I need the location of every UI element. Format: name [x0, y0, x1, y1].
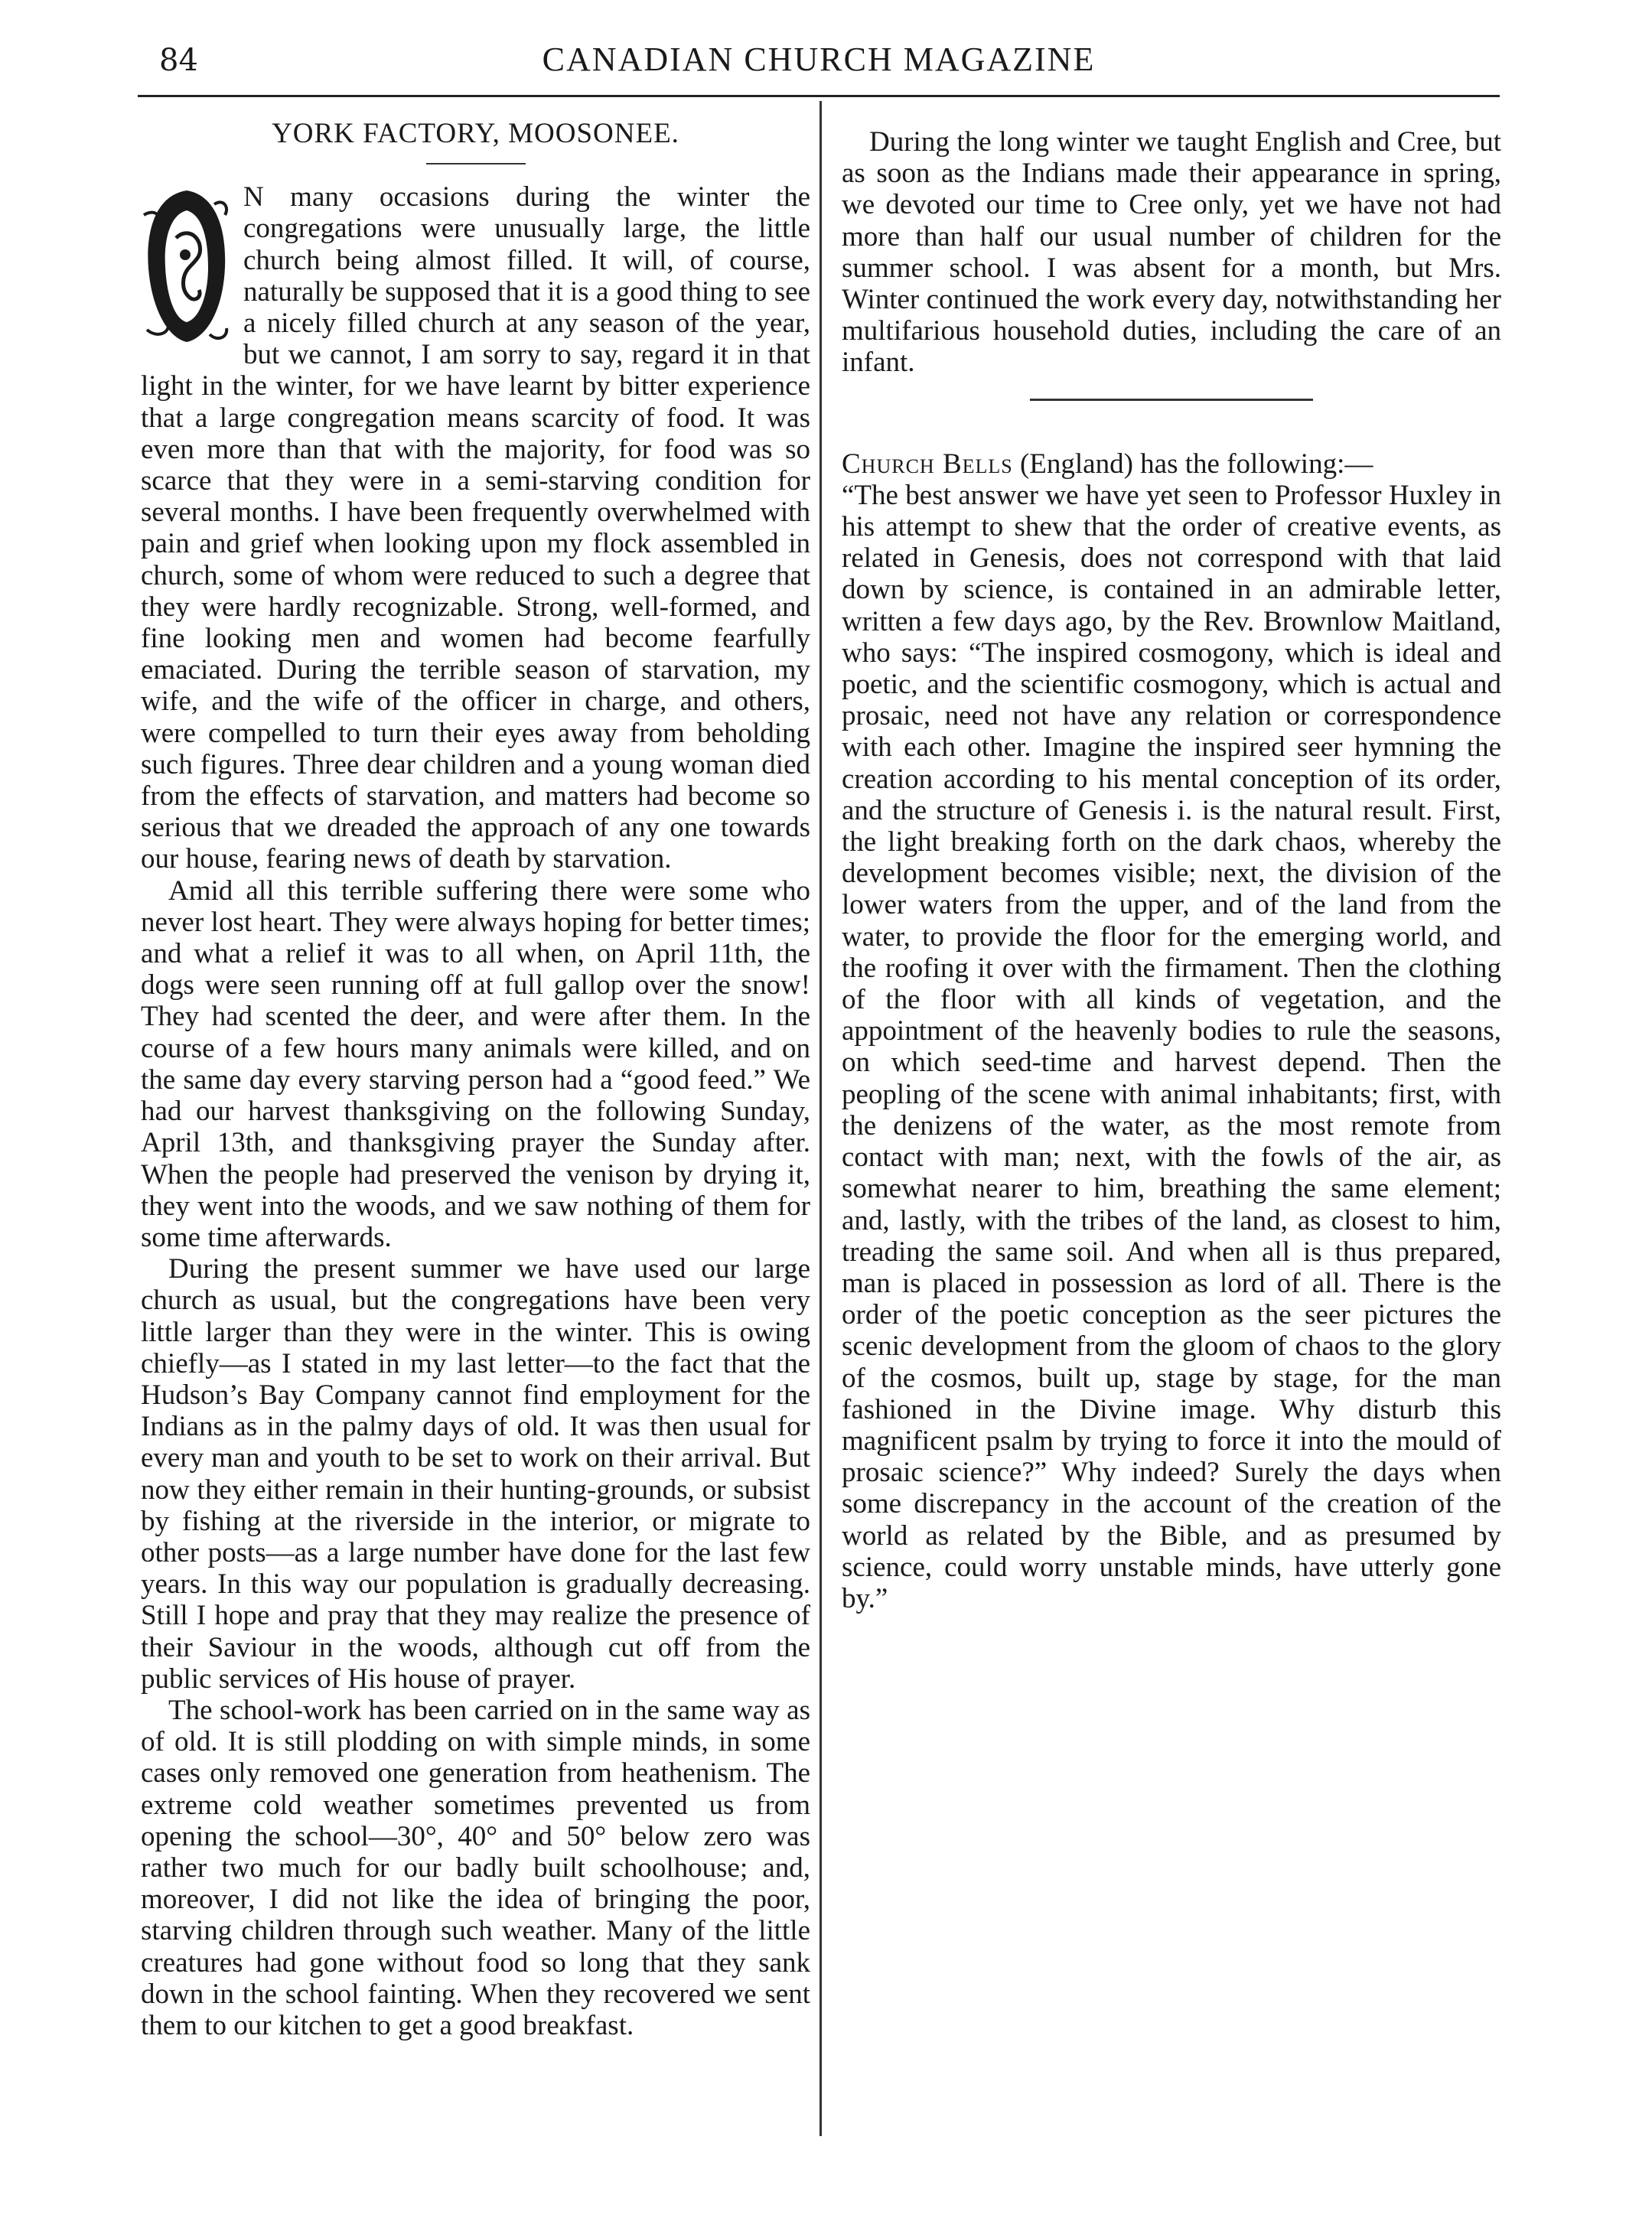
quote-intro [842, 448, 1501, 480]
ornamental-dropcap-o [141, 184, 231, 348]
article-paragraph-1 [141, 181, 810, 874]
article-paragraph-5: During the long winter we taught English and Cree, but as soon as the Indians made their appearance in spring, we devoted our time to Cree only, yet we have not had more than half our usual number of children for the summer school. I was absent for a month, but Mrs. Winter continued the work every day, notwithstanding her multifarious household duties, including the care of an infant. [842, 126, 1501, 379]
column-divider [819, 101, 822, 2136]
article-paragraph-3: During the present summer we have used our large church as usual, but the congregations have been very little larger than they were in the winter. This is owing chiefly—as I stated in my last letter—to the fact that the Hudson’s Bay Company cannot find employment for the Indians as in the palmy days of old. It was then usual for every man and youth to be set to work on their arrival. But now they either remain in their hunting-grounds, or subsist by fishing at the riverside in the interior, or migrate to other posts—as a large number have done for the last few years. In this way our population is gradually decreasing. Still I hope and pray that they may realize the presence of their Saviour in the woods, although cut off from the public services of His house of prayer. [141, 1253, 810, 1695]
running-head [138, 40, 1500, 90]
header-rule [138, 95, 1500, 97]
article-paragraph-1-text: N many occasions during the winter the congregations were unusually large, the little church being almost filled. It will, of course, naturally be supposed that it is a good thing to see a nicely filled church at any season of the year, but we cannot, I am sorry to say, regard it in that light in the winter, for we have learnt by bitter experience that a large congregation means scarcity of food. It was even more than that with the majority, for food was so scarce that they were in a semi-starving condition for several months. I have been frequently overwhelmed with pain and grief when looking upon my flock assembled in church, some of whom were reduced to such a degree that they were hardly recognizable. Strong, well-formed, and fine looking men and women had become fearfully emaciated. During the terrible season of starvation, my wife, and the wife of the officer in charge, and others, were compelled to turn their eyes away from beholding such figures. Three dear children and a young woman died from the effects of starvation, and matters had become so serious that we dreaded the approach of any one towards our house, fearing news of death by starvation. [141, 181, 810, 875]
article-title: YORK FACTORY, MOOSONEE. [272, 118, 679, 149]
article-paragraph-2: Amid all this terrible suffering there were some who never lost heart. They were always hoping for better times; and what a relief it was to all when, on April 11th, the dogs were seen running off at full gallop over the snow! They had scented the deer, and were after them. In the course of a few hours many animals were killed, and on the same day every starving person had a “good feed.” We had our harvest thanksgiving on the following Sunday, April 13th, and thanksgiving prayer the Sunday after. When the people had preserved the venison by drying it, they went into the woods, and we saw nothing of them for some time afterwards. [141, 874, 810, 1253]
section-rule [1030, 399, 1313, 401]
quote-text: “The best answer we have yet seen to Professor Huxley in his attempt to shew that the order of creative events, as related in Genesis, does not correspond with that laid down by science, is contained in an admirable letter, written a few days ago, by the Rev. Brownlow Maitland, who says: “The inspired cosmogony, which is ideal and poetic, and the scientific cosmogony, which is actual and prosaic, need not have any relation or correspondence with each other. Imagine the inspired seer hymning the creation according to his mental conception of its order, and the structure of Genesis i. is the natural result. First, the light breaking forth on the dark chaos, whereby the development becomes visible; next, the division of the lower waters from the upper, and of the land from the water, to provide the floor for the emerging world, and the roofing it over with the firmament. Then the clothing of the floor with all kinds of vegetation, and the appointment of the heavenly bodies to rule the seasons, on which seed-time and harvest depend. Then the peopling of the scene with animal inhabitants; first, with the denizens of the water, as the most remote from contact with man; next, with the fowls of the air, as somewhat nearer to him, breathing the same element; and, lastly, with the tribes of the land, as closest to him, treading the same soil. And when all is thus prepared, man is placed in possession as lord of all. There is the order of the poetic conception as the seer pictures the scenic development from the gloom of chaos to the glory of the cosmos, built up, stage by stage, for the man fashioned in the Divine image. Why disturb this magnificent psalm by trying to force it into the mould of prosaic science?” Why indeed? Surely the days when some discrepancy in the account of the creation of the world as related by the Bible, and as presumed by science, could worry unstable minds, have utterly gone by.” [842, 479, 1501, 1614]
dropcap-ornament-icon [141, 184, 231, 348]
article-paragraph-4: The school-work has been carried on in the same way as of old. It is still plodding on with simple minds, in some cases only removed one generation from heathenism. The extreme cold weather sometimes prevented us from opening the school—30°, 40° and 50° below zero was rather two much for our badly built schoolhouse; and, moreover, I did not like the idea of bringing the poor, starving children through such weather. Many of the little creatures had gone without food so long that they sank down in the school fainting. When they recovered we sent them to our kitchen to get a good breakfast. [141, 1694, 810, 2041]
quote-intro-text: (England) has the following:— [1012, 448, 1373, 480]
page-number: 84 [159, 43, 198, 78]
quote-source: Church Bells [842, 448, 1013, 480]
right-column [842, 126, 1501, 1614]
title-rule [426, 163, 526, 164]
magazine-title: CANADIAN CHURCH MAGAZINE [542, 41, 1096, 78]
left-column [141, 115, 810, 2041]
